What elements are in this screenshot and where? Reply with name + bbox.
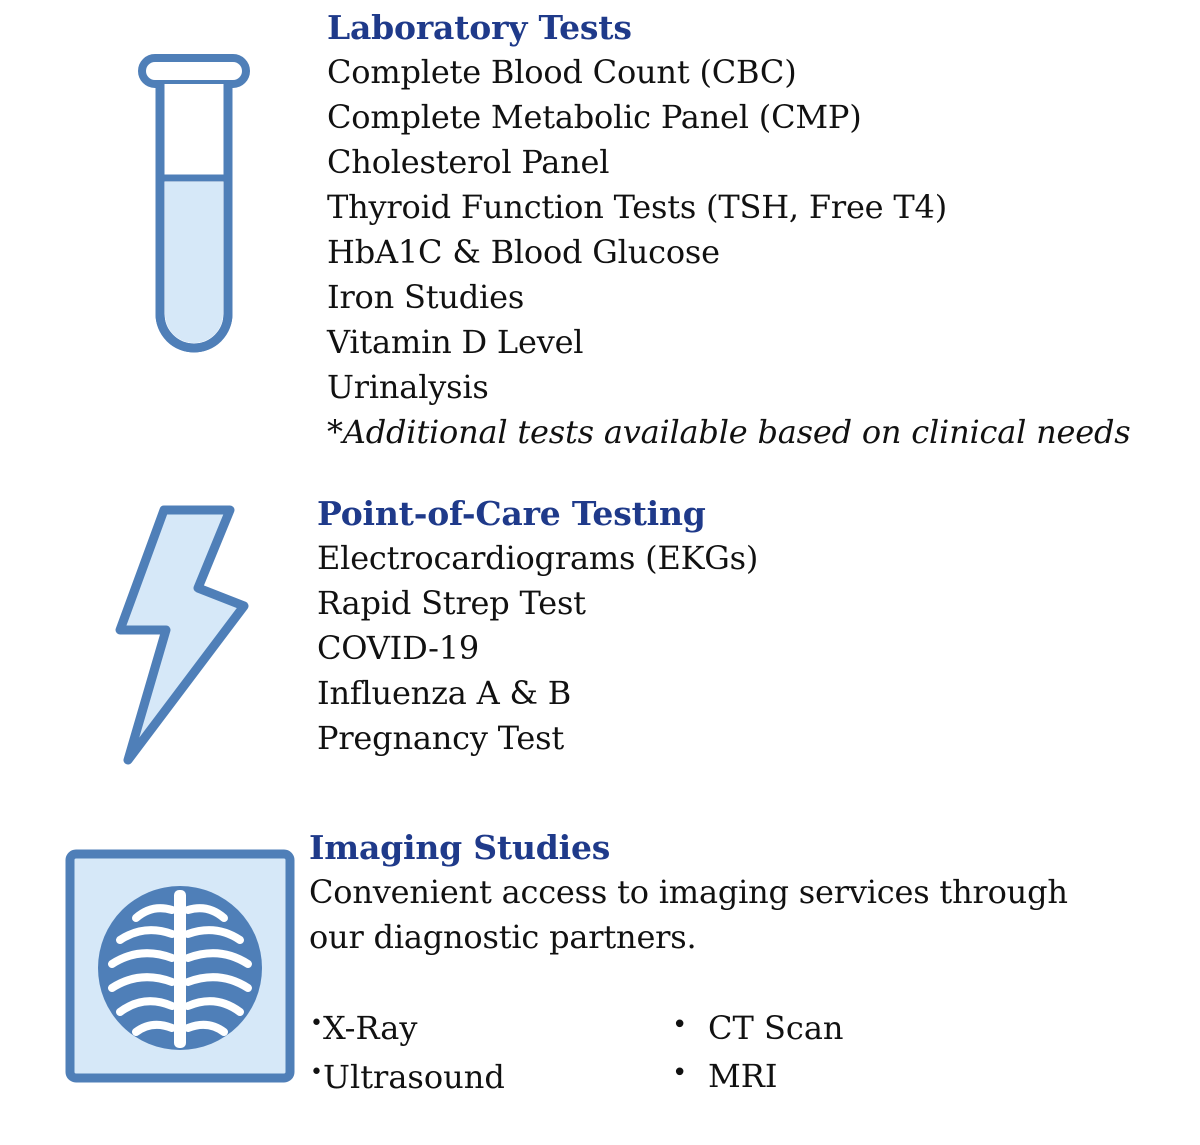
test-tube-icon: [138, 52, 252, 368]
laboratory-section: [327, 6, 1131, 455]
laboratory-heading: Laboratory Tests: [327, 8, 632, 47]
lab-item-hba1c: HbA1C & Blood Glucose: [327, 233, 720, 271]
bullet-icon: •: [310, 1011, 323, 1036]
poc-item-strep: Rapid Strep Test: [317, 584, 586, 622]
lab-item-urinalysis: Urinalysis: [327, 368, 489, 406]
lab-item-vitamin-d: Vitamin D Level: [327, 323, 584, 361]
imaging-list-right: [672, 1006, 844, 1102]
lab-note: *Additional tests available based on clinical needs: [327, 413, 1131, 451]
lab-item-iron: Iron Studies: [327, 278, 525, 316]
lab-item-cmp: Complete Metabolic Panel (CMP): [327, 98, 862, 136]
imaging-item-label: X-Ray: [322, 1009, 418, 1047]
imaging-item-label: CT Scan: [708, 1009, 844, 1047]
bullet-icon: •: [672, 1010, 688, 1040]
xray-chest-icon: [64, 848, 296, 1084]
lab-item-cbc: Complete Blood Count (CBC): [327, 53, 797, 91]
imaging-item-ultrasound: [310, 1055, 505, 1104]
imaging-item-mri: [672, 1054, 844, 1102]
poc-item-covid: COVID-19: [317, 629, 480, 667]
imaging-section: [309, 826, 1068, 960]
poc-item-pregnancy: Pregnancy Test: [317, 719, 564, 757]
imaging-list-left: [310, 1006, 505, 1104]
imaging-item-xray: [310, 1006, 505, 1055]
point-of-care-section: [317, 492, 758, 761]
bullet-icon: •: [310, 1060, 323, 1085]
lab-item-cholesterol: Cholesterol Panel: [327, 143, 610, 181]
imaging-heading: Imaging Studies: [309, 828, 611, 867]
poc-item-influenza: Influenza A & B: [317, 674, 572, 712]
point-of-care-heading: Point-of-Care Testing: [317, 494, 706, 533]
imaging-item-ct: [672, 1006, 844, 1054]
imaging-item-label: MRI: [708, 1057, 778, 1095]
imaging-description-line-2: our diagnostic partners.: [309, 918, 697, 956]
imaging-description-line-1: Convenient access to imaging services through: [309, 873, 1068, 911]
poc-item-ekg: Electrocardiograms (EKGs): [317, 539, 759, 577]
imaging-item-label: Ultrasound: [322, 1058, 505, 1096]
lightning-bolt-icon: [112, 502, 254, 770]
lab-item-thyroid: Thyroid Function Tests (TSH, Free T4): [327, 188, 947, 226]
bullet-icon: •: [672, 1058, 688, 1088]
